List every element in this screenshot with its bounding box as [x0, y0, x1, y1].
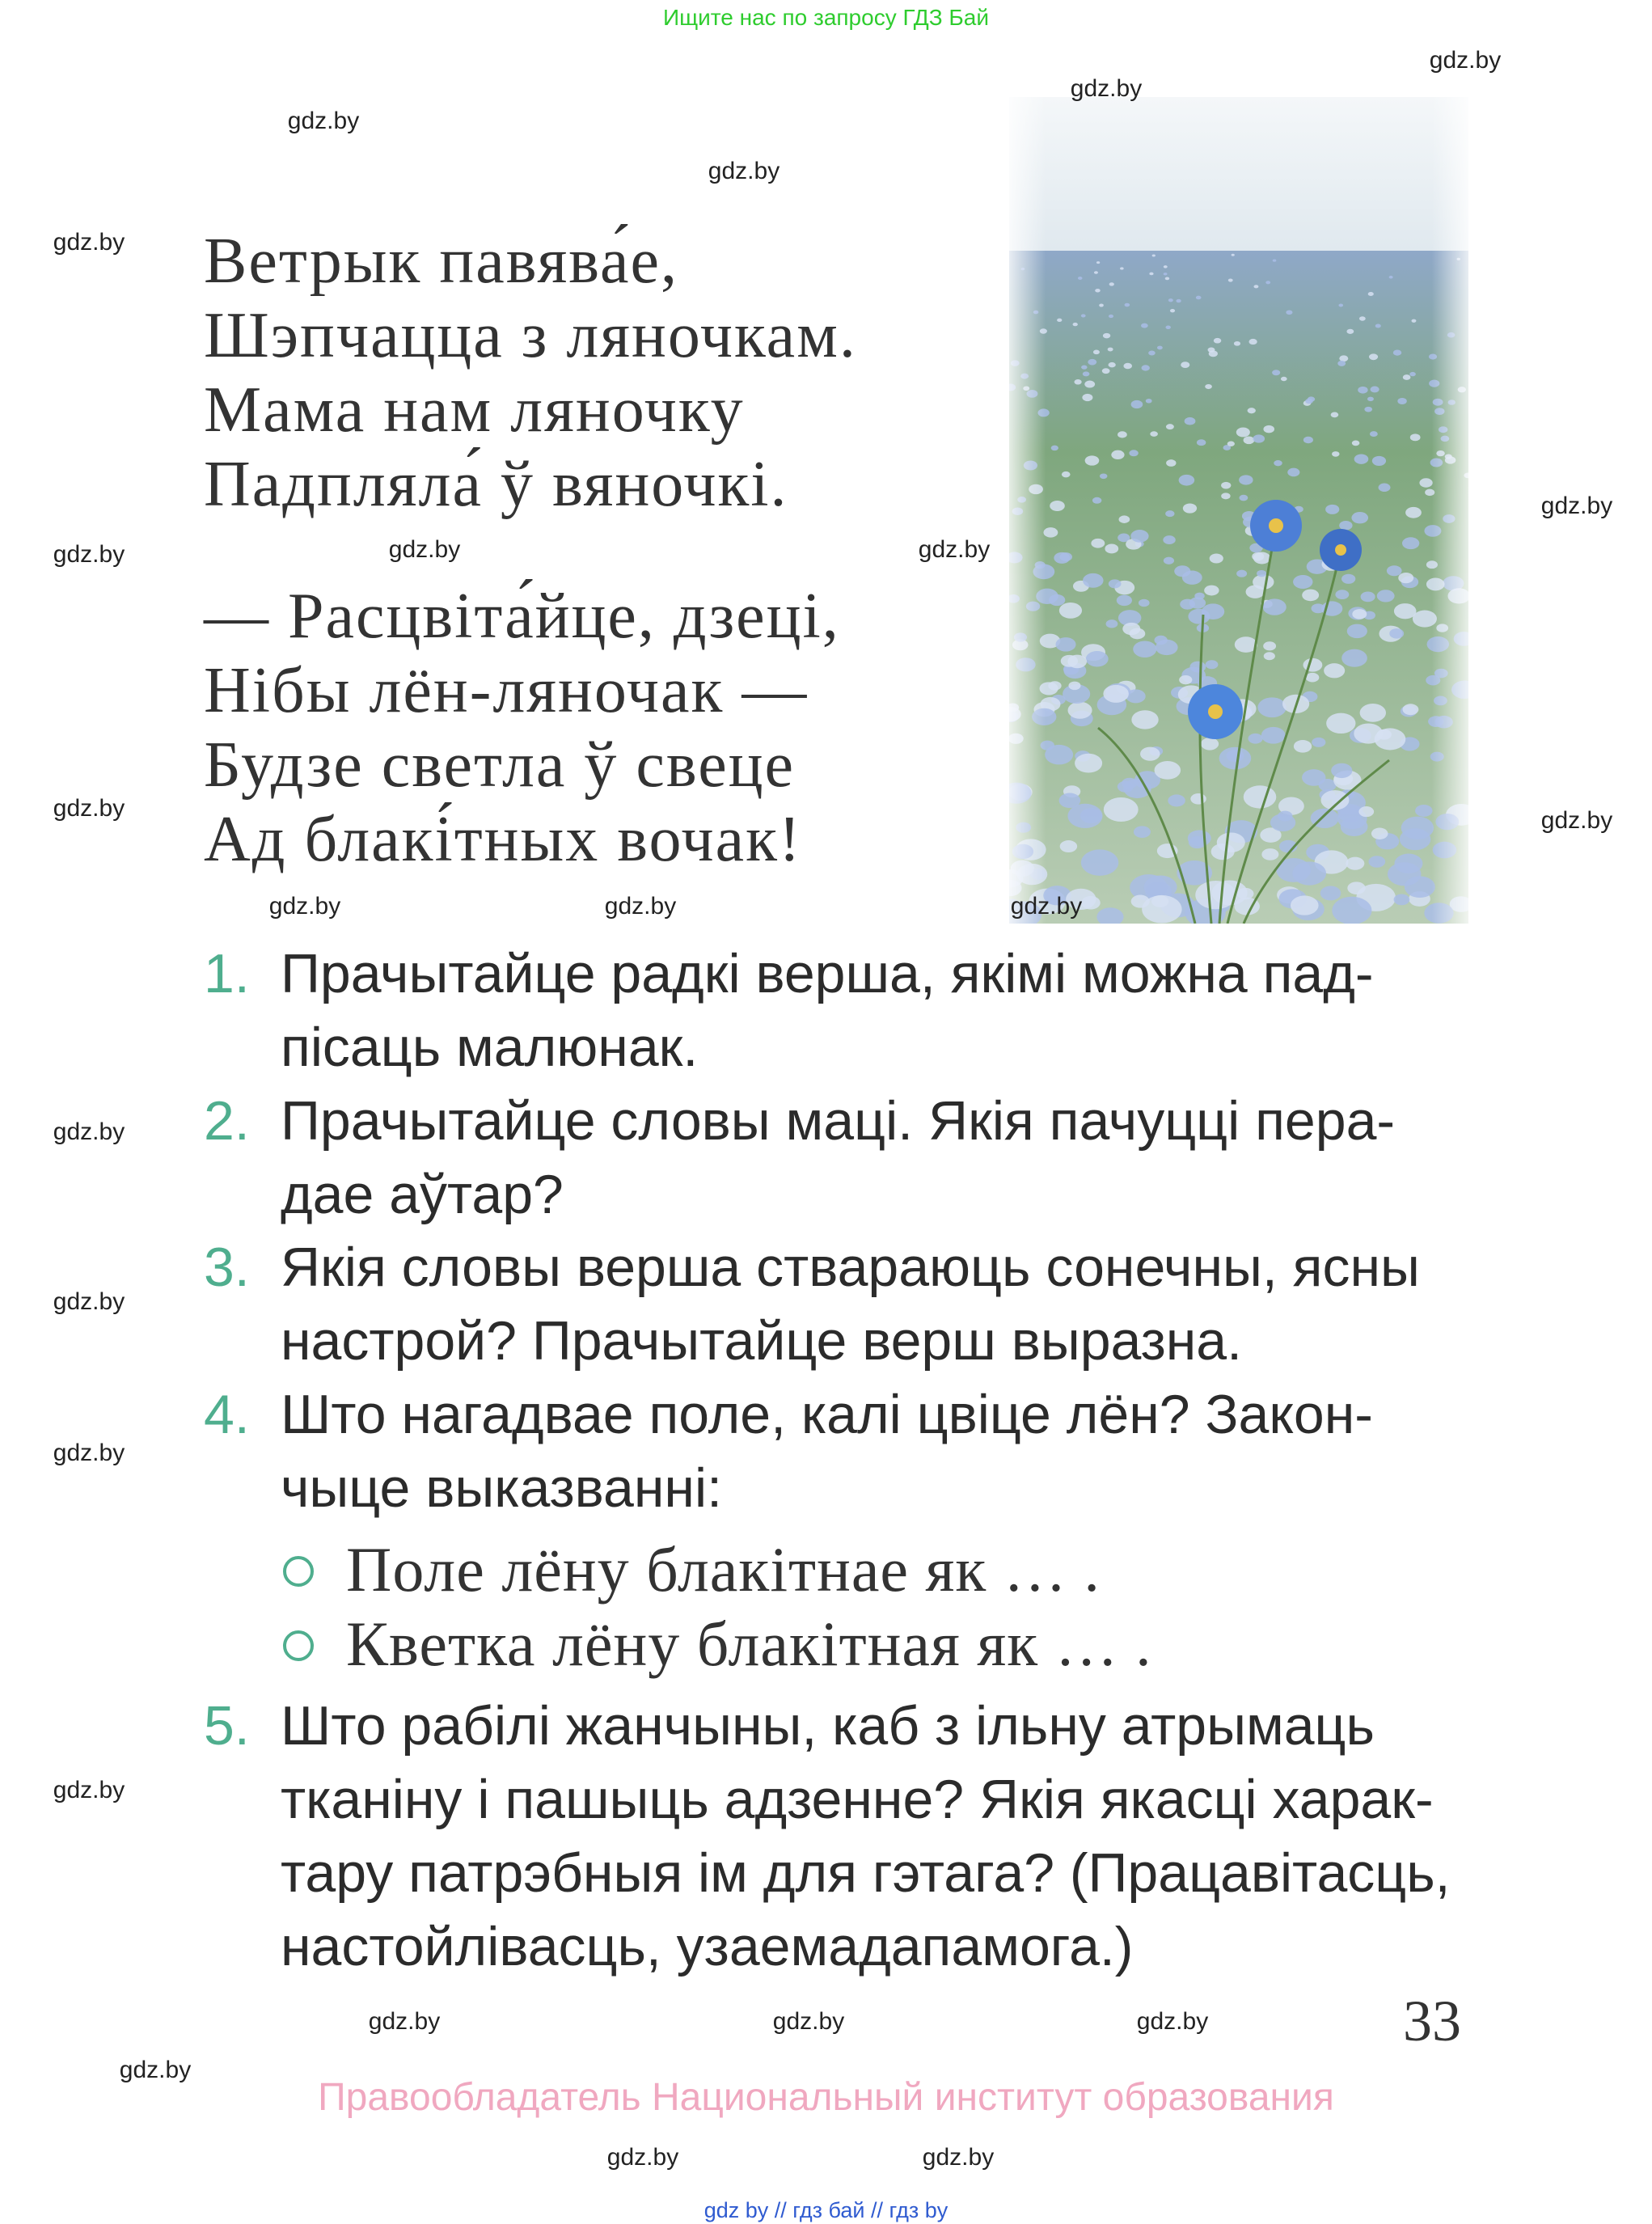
poem-stanza-1	[204, 224, 857, 522]
watermark: gdz.by	[1429, 47, 1502, 74]
question-number: 3.	[204, 1237, 250, 1298]
watermark: gdz.by	[388, 536, 461, 563]
watermark: gdz.by	[287, 108, 360, 134]
top-banner[interactable]: Ищите нас по запросу ГДЗ Бай	[662, 5, 990, 30]
poem-line: Будзе светла ў свеце	[204, 729, 796, 801]
poem-stanza-2	[204, 579, 840, 877]
question-line: тканіну і пашыць адзенне? Якія якасці харак-	[281, 1769, 1434, 1830]
question-line: пісаць малюнак.	[281, 1017, 699, 1078]
watermark: gdz.by	[53, 1288, 125, 1315]
rights-holder: Правообладатель Национальный институт образования	[318, 2076, 1334, 2119]
watermark: gdz.by	[119, 2057, 192, 2083]
question-line: Што рабілі жанчыны, каб з ільну атрымаць	[281, 1695, 1375, 1757]
poem-line: Нібы лён-ляночак —	[204, 655, 809, 726]
question-number: 5.	[204, 1695, 250, 1757]
question-line: дае аўтар?	[281, 1164, 564, 1225]
watermark: gdz.by	[53, 1440, 125, 1466]
watermark: gdz.by	[772, 2008, 845, 2035]
question-line: чыце выказванні:	[281, 1457, 722, 1519]
bullet-text: Кветка лёну блакітная як … .	[346, 1609, 1152, 1679]
watermark: gdz.by	[1136, 2008, 1209, 2035]
flax-field-illustration	[1009, 97, 1468, 924]
question-line: настрой? Прачытайце верш выразна.	[281, 1310, 1243, 1372]
poem-line: Мама нам ляночку	[204, 374, 745, 446]
circle-bullet-icon	[283, 1556, 314, 1587]
watermark: gdz.by	[604, 893, 677, 920]
watermark: gdz.by	[53, 1777, 125, 1803]
watermark: gdz.by	[53, 1118, 125, 1145]
question-line: Што нагадвае поле, калі цвіце лён? Закон-	[281, 1384, 1373, 1445]
question-line: Якія словы верша ствараюць сонечны, ясны	[281, 1237, 1420, 1298]
page-number: 33	[1403, 1989, 1461, 2053]
question-number: 4.	[204, 1384, 250, 1445]
watermark: gdz.by	[53, 229, 125, 256]
question-number: 2.	[204, 1090, 250, 1152]
question-line: настойлівасць, узаемадапамога.)	[281, 1916, 1134, 1977]
poem-line: Ад блакі́тных вочак!	[204, 804, 802, 875]
bullet-text: Поле лёну блакітнае як … .	[346, 1534, 1101, 1605]
watermark: gdz.by	[1010, 893, 1083, 920]
watermark: gdz.by	[606, 2144, 679, 2171]
watermark: gdz.by	[368, 2008, 441, 2035]
question-line: Прачытайце словы маці. Якія пачуцці пера-	[281, 1090, 1396, 1152]
poem-line: Падпляла́ ў вяночкі.	[204, 449, 788, 520]
watermark: gdz.by	[1540, 807, 1613, 834]
question-number: 1.	[204, 943, 250, 1004]
watermark: gdz.by	[1540, 493, 1613, 519]
question-line: Прачытайце радкі верша, якімі можна пад-	[281, 943, 1374, 1004]
poem-line: — Расцвіта́йце, дзеці,	[204, 581, 840, 652]
circle-bullet-icon	[283, 1630, 314, 1661]
watermark: gdz.by	[53, 541, 125, 568]
bottom-links[interactable]: gdz by // гдз бай // гдз by	[703, 2198, 949, 2222]
watermark: gdz.by	[268, 893, 341, 920]
watermark: gdz.by	[53, 795, 125, 822]
bullet-item	[283, 1533, 1101, 1607]
bullet-item	[283, 1607, 1152, 1681]
question-line: тару патрэбныя ім для гэтага? (Працавітасць,	[281, 1842, 1451, 1904]
watermark: gdz.by	[918, 536, 991, 563]
watermark: gdz.by	[922, 2144, 995, 2171]
watermark: gdz.by	[1070, 75, 1143, 102]
watermark: gdz.by	[708, 158, 780, 184]
poem-line: Шэпчацца з ляночкам.	[204, 300, 857, 371]
poem-line: Ветрык павява́е,	[204, 226, 678, 297]
